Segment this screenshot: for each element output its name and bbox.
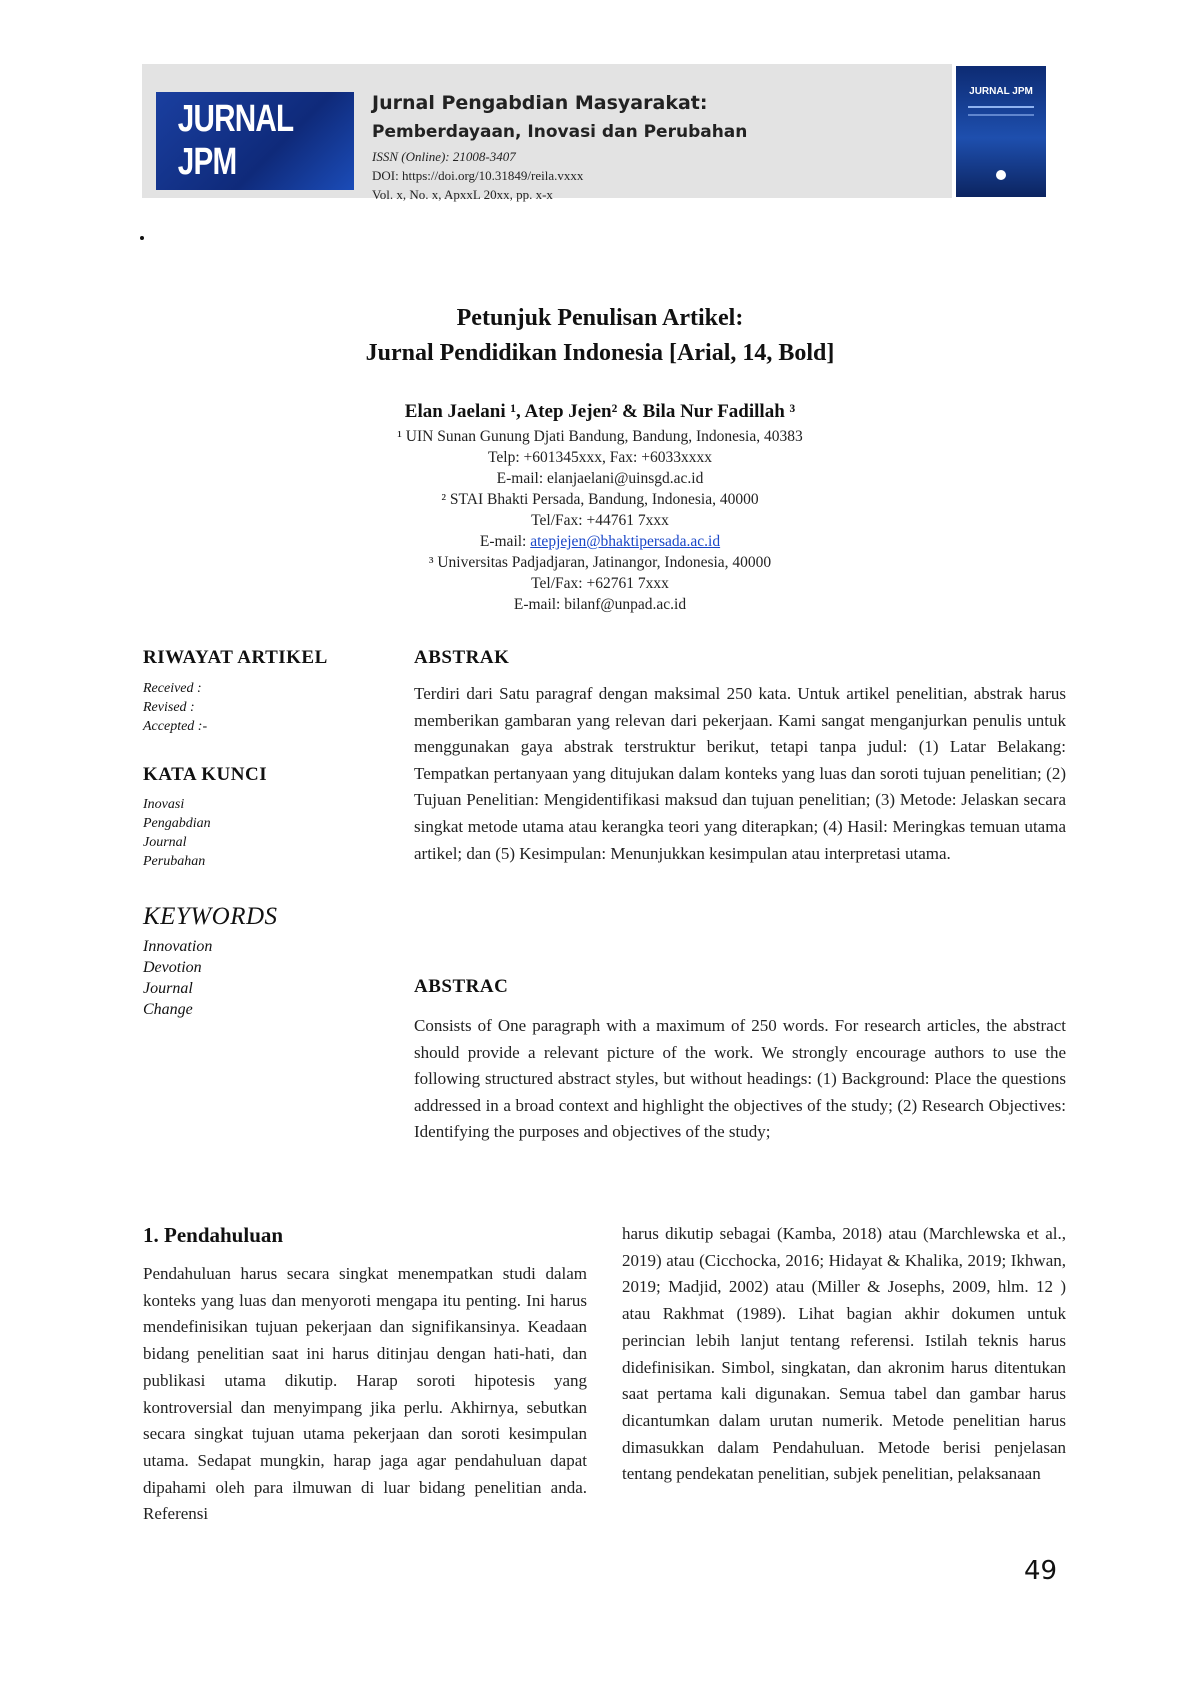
logo-text: JURNAL JPM — [177, 98, 293, 183]
history-heading: RIWAYAT ARTIKEL — [143, 647, 328, 668]
affiliation-line: ² STAI Bhakti Persada, Bandung, Indonesia, 40000 — [441, 491, 759, 508]
journal-doi: DOI: https://doi.org/10.31849/reila.vxxx — [372, 168, 584, 183]
email-label: E-mail: — [479, 533, 531, 550]
abstrak-heading: ABSTRAK — [414, 647, 510, 668]
cover-title: JURNAL JPM — [969, 86, 1033, 97]
kata-kunci-item: Inovasi — [143, 797, 185, 812]
article-title-line1: Petunjuk Penulisan Artikel: — [456, 305, 744, 331]
kata-kunci-item: Pengabdian — [143, 816, 211, 831]
abstrak-text: Terdiri dari Satu paragraf dengan maksimal 250 kata. Untuk artikel penelitian, abstrak harus memberikan gambaran yang relevan dari pekerjaan. Kami sangat menganjurkan penulis untuk menggunakan gaya abstrak terstruktur berikut, tetapi tanpa judul: (1) Latar Belakang: Tempatkan pertanyaan yang ditujukan dalam konteks yang luas dan soroti tujuan penelitian; (2) Tujuan Penelitian: Mengidentifikasi maksud dan tujuan penelitian; (3) Metode: Jelaskan secara singkat metode utama atau kerangka teori yang diterapkan; (4) Hasil: Meringkas temuan utama artikel; dan (5) Kesimpulan: Menunjukkan kesimpulan atau interpretasi utama. — [414, 684, 1066, 863]
kata-kunci-heading: KATA KUNCI — [143, 764, 268, 785]
journal-volume: Vol. x, No. x, ApxxL 20xx, pp. x-x — [372, 187, 553, 202]
author-email-link[interactable]: atepjejen@bhaktipersada.ac.id — [530, 533, 721, 550]
affiliation-line: Telp: +601345xxx, Fax: +6033xxxx — [488, 449, 712, 466]
keyword-item: Journal — [143, 980, 193, 997]
section-heading: 1. Pendahuluan — [143, 1223, 284, 1247]
history-item: Accepted :- — [143, 719, 208, 734]
keywords-list — [143, 936, 212, 1020]
abstrac-text: Consists of One paragraph with a maximum of 250 words. For research articles, the abstract should provide a relevant picture of the work. We strongly encourage authors to use the following structured abstract styles, but without headings: (1) Background: Place the questions addressed in a broad context and highlight the objectives of the study; (2) Research Objectives: Identifying the purposes and objectives of the study; — [414, 1016, 1066, 1142]
history-item: Received : — [143, 681, 202, 696]
affiliation-line: Tel/Fax: +44761 7xxx — [531, 512, 669, 529]
page-number: 49 — [1024, 1556, 1058, 1586]
keyword-item: Devotion — [143, 959, 202, 976]
journal-title: Jurnal Pengabdian Masyarakat: — [372, 92, 708, 114]
kata-kunci-item: Journal — [143, 835, 187, 850]
affiliation-line: Tel/Fax: +62761 7xxx — [531, 575, 669, 592]
journal-subtitle: Pemberdayaan, Inovasi dan Perubahan — [372, 122, 748, 142]
affiliation-line: ¹ UIN Sunan Gunung Djati Bandung, Bandung, Indonesia, 40383 — [397, 428, 803, 445]
journal-cover — [956, 66, 1046, 197]
cover-rule — [968, 106, 1034, 108]
history-item: Revised : — [143, 700, 195, 715]
body-column-right: harus dikutip sebagai (Kamba, 2018) atau (Marchlewska et al., 2019) atau (Cicchocka, 2016; Hidayat & Khalika, 2019; Ikhwan, 2019; Madjid, 2002) atau (Miller & Josephs, 2009, hlm. 12 ) atau Rakhmat (1989). Lihat bagian akhir dokumen untuk perincian lebih lanjut tentang referensi. Istilah teknis harus didefinisikan. Simbol, singkatan, dan akronim harus ditentukan saat pertama kali digunakan. Semua tabel dan gambar harus dicantumkan dalam urutan numerik. Metode penelitian harus dimasukkan dalam Pendahuluan. Metode berisi penjelasan tentang pendekatan penelitian, subjek penelitian, pelaksanaan — [622, 1224, 1066, 1484]
article-title-line2: Jurnal Pendidikan Indonesia [Arial, 14, Bold] — [365, 340, 835, 366]
affiliation-line: E-mail: elanjaelani@uinsgd.ac.id — [496, 470, 704, 487]
keyword-item: Change — [143, 1001, 193, 1018]
abstrac-heading: ABSTRAC — [414, 976, 509, 997]
keyword-item: Innovation — [143, 938, 213, 955]
affiliation-email-line — [0, 533, 1200, 551]
journal-logo — [156, 92, 354, 190]
affiliation-line: ³ Universitas Padjadjaran, Jatinangor, Indonesia, 40000 — [428, 554, 772, 571]
authors: Elan Jaelani ¹, Atep Jejen² & Bila Nur Fadillah ³ — [404, 401, 796, 422]
affiliation-line: E-mail: bilanf@unpad.ac.id — [513, 596, 687, 613]
bullet-mark — [140, 236, 144, 240]
kata-kunci-item: Perubahan — [143, 854, 206, 869]
keywords-heading: KEYWORDS — [143, 903, 278, 930]
cover-emblem — [996, 170, 1006, 180]
journal-issn: ISSN (Online): 21008-3407 — [372, 149, 516, 164]
body-column-left: Pendahuluan harus secara singkat menempatkan studi dalam konteks yang luas dan menyoroti mengapa itu penting. Ini harus mendefinisikan tujuan pekerjaan dan signifikansinya. Keadaan bidang penelitian saat ini harus ditinjau dengan hati-hati, dan publikasi utama dikutip. Harap soroti hipotesis yang kontroversial dan menyimpang jika perlu. Akhirnya, sebutkan secara singkat tujuan utama pekerjaan dan soroti kesimpulan utama. Sedapat mungkin, harap jaga agar pendahuluan dapat dipahami oleh para ilmuwan di luar bidang penelitian anda. Referensi — [143, 1264, 587, 1524]
cover-rule — [968, 114, 1034, 116]
